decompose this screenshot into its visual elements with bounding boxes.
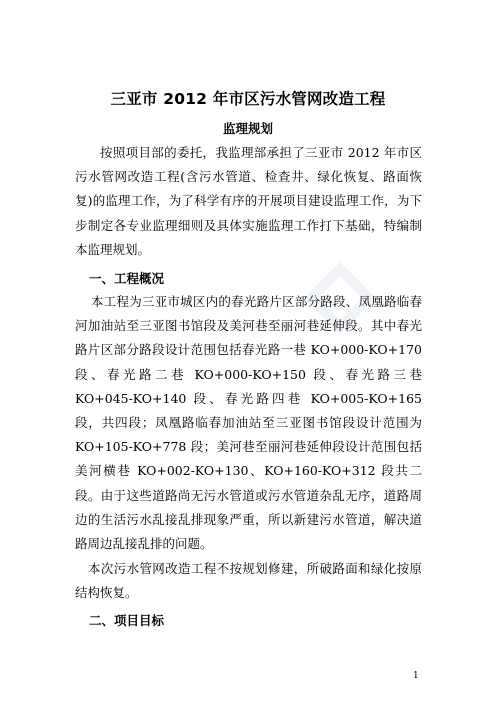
section-1-paragraph-2: 本次污水管网改造工程不按规划修建，所破路面和绿化按原结构恢复。 [75, 561, 422, 601]
document-subtitle: 监理规划 [222, 121, 273, 136]
intro-paragraph: 按照项目部的委托，我监理部承担了三亚市 2012 年市区污水管网改造工程(含污水管道、检查井、绿化恢复、路面恢复)的监理工作，为了科学有序的开展项目建设监理工作，为下步制定各专业监理细则及具体实施监理工作打下基础，特编制本监理规划。 [75, 145, 422, 257]
document-title: 三亚市 2012 年市区污水管网改造工程 [110, 90, 386, 108]
section-1-heading: 一、工程概况 [89, 271, 165, 286]
section-2-heading: 二、项目目标 [89, 613, 165, 628]
section-1-paragraph-1: 本工程为三亚市城区内的春光路片区部分路段、凤凰路临春河加油站至三亚图书馆段及美河巷至丽河巷延伸段。其中春光路片区部分路段设计范围包括春光路一巷 KO+000-KO+170 段、春光路二巷 KO+000-KO+150 段、春光路三巷 KO+045-KO+140 段、春光路四巷 KO+005-KO+165 段，共四段；凤凰路临春加油站至三亚图书馆段设计范围为 KO+105-KO+778 段；美河巷至丽河巷延伸段设计范围包括美河横巷 KO+002-KO+130、KO+160-KO+312 段共二段。由于这些道路尚无污水管道或污水管道杂乱无序，道路周边的生活污水乱接乱排现象严重，所以新建污水管道，解决道路周边乱接乱排的问题。 [75, 294, 422, 552]
page-number-text: 1 [413, 671, 419, 681]
